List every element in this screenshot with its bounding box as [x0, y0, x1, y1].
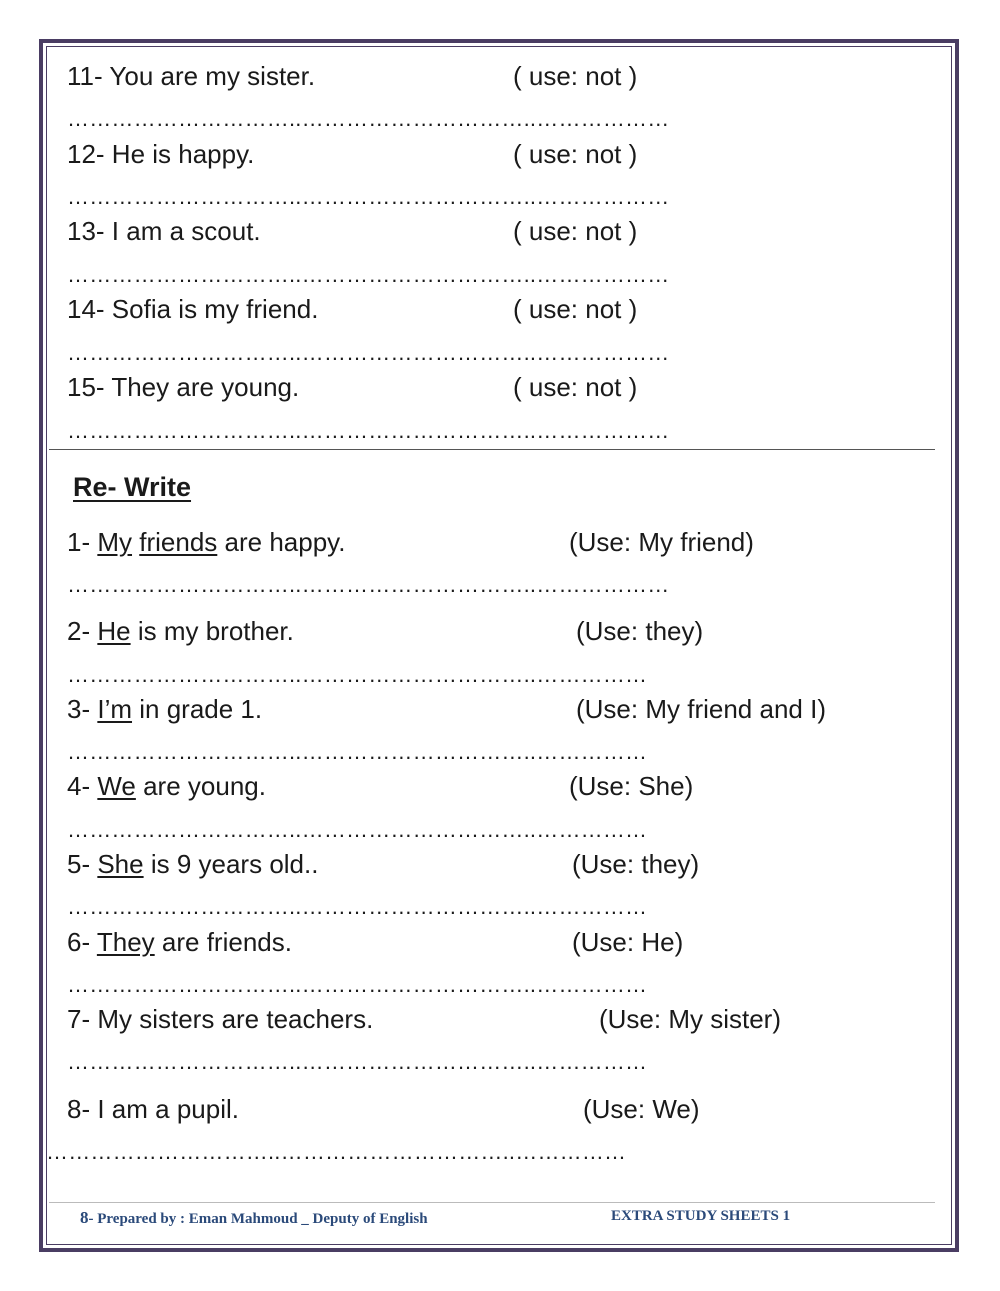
- rewrite-hint-3: (Use: My friend and I): [576, 694, 826, 724]
- sentence-rest: are friends.: [154, 927, 292, 957]
- footer-divider: [49, 1202, 935, 1203]
- rewrite-hint-7: (Use: My sister): [599, 1004, 781, 1034]
- question-14: 14- Sofia is my friend.: [67, 294, 319, 324]
- rewrite-question-8: 8- I am a pupil.: [67, 1094, 239, 1124]
- item-number: 2-: [67, 616, 98, 646]
- underlined-word: We: [97, 771, 136, 801]
- underlined-word: I’m: [97, 694, 133, 724]
- section-divider: [49, 449, 935, 450]
- rewrite-answer-line-6[interactable]: …………………………..…………………………..……………: [67, 972, 648, 997]
- footer-credit: [80, 1209, 428, 1227]
- rewrite-answer-line-8[interactable]: …………………………..…………………………..……………: [46, 1139, 627, 1164]
- item-number: 1-: [67, 527, 98, 557]
- rewrite-answer-line-3[interactable]: …………………………..…………………………..……………: [67, 739, 648, 764]
- underlined-word: She: [97, 849, 144, 879]
- section-title: Re- Write: [73, 472, 192, 502]
- hint-13: ( use: not ): [513, 216, 638, 246]
- rewrite-question-7: 7- My sisters are teachers.: [67, 1004, 374, 1034]
- rewrite-question-4: [67, 773, 266, 799]
- sentence-rest: are happy.: [217, 527, 346, 557]
- sentence-rest: is 9 years old..: [143, 849, 319, 879]
- hint-11: ( use: not ): [513, 61, 638, 91]
- item-number: 4-: [67, 771, 98, 801]
- item-number: 3-: [67, 694, 98, 724]
- rewrite-answer-line-1[interactable]: …………………………..…………………………..………………: [67, 572, 670, 597]
- rewrite-question-3: [67, 696, 262, 722]
- rewrite-question-5: [67, 851, 318, 877]
- sentence-rest: are young.: [135, 771, 266, 801]
- hint-15: ( use: not ): [513, 372, 638, 402]
- footer-series: EXTRA STUDY SHEETS 1: [611, 1208, 791, 1224]
- prepared-by: - Prepared by : Eman Mahmoud _ Deputy of English: [88, 1211, 428, 1227]
- rewrite-question-1: [67, 529, 345, 555]
- rewrite-hint-2: (Use: they): [576, 616, 704, 646]
- rewrite-hint-8: (Use: We): [583, 1094, 700, 1124]
- rewrite-hint-4: (Use: She): [569, 771, 694, 801]
- answer-line-13[interactable]: …………………………..…………………………..………………: [67, 262, 670, 287]
- hint-12: ( use: not ): [513, 139, 638, 169]
- sentence-rest: is my brother.: [130, 616, 294, 646]
- page-number: 8: [80, 1208, 89, 1227]
- underlined-word: They: [96, 927, 155, 957]
- question-15: 15- They are young.: [67, 372, 300, 402]
- rewrite-answer-line-4[interactable]: …………………………..…………………………..……………: [67, 817, 648, 842]
- answer-line-14[interactable]: …………………………..…………………………..………………: [67, 340, 670, 365]
- rewrite-hint-1: (Use: My friend): [569, 527, 754, 557]
- rewrite-answer-line-5[interactable]: …………………………..…………………………..……………: [67, 894, 648, 919]
- item-number: 5-: [67, 849, 98, 879]
- answer-line-11[interactable]: …………………………..…………………………..………………: [67, 106, 670, 131]
- underlined-word: He: [97, 616, 131, 646]
- question-11: 11- You are my sister.: [67, 61, 316, 91]
- hint-14: ( use: not ): [513, 294, 638, 324]
- answer-line-15[interactable]: …………………………..…………………………..………………: [67, 418, 670, 443]
- question-13: 13- I am a scout.: [67, 216, 261, 246]
- rewrite-question-6: [67, 929, 292, 955]
- item-number: 6-: [67, 927, 97, 957]
- underlined-word: My: [97, 527, 133, 557]
- rewrite-answer-line-2[interactable]: …………………………..…………………………..……………: [67, 662, 648, 687]
- rewrite-hint-5: (Use: they): [572, 849, 700, 879]
- rewrite-answer-line-7[interactable]: …………………………..…………………………..……………: [67, 1049, 648, 1074]
- answer-line-12[interactable]: …………………………..…………………………..………………: [67, 184, 670, 209]
- rewrite-question-2: [67, 618, 294, 644]
- question-12: 12- He is happy.: [67, 139, 255, 169]
- sentence-rest: in grade 1.: [132, 694, 263, 724]
- rewrite-hint-6: (Use: He): [572, 927, 684, 957]
- underlined-word: friends: [139, 527, 218, 557]
